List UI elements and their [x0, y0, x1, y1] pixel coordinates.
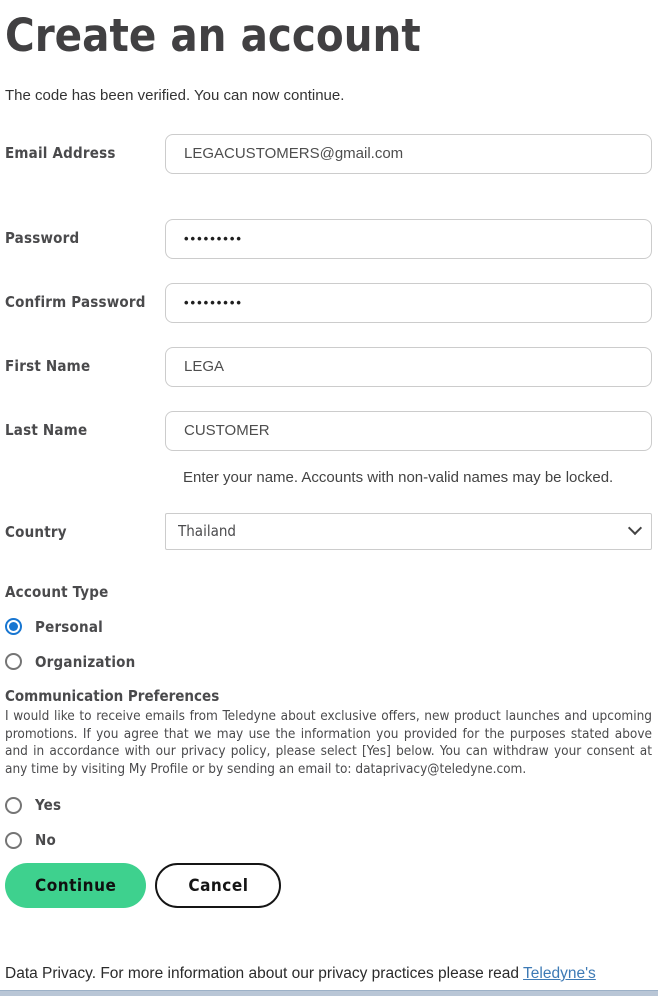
verification-status-message: The code has been verified. You can now continue.: [5, 86, 345, 104]
radio-no-label: No: [35, 831, 56, 850]
password-row: [5, 219, 652, 259]
footer-text: Data Privacy. For more information about our privacy practices please read: [5, 965, 524, 982]
country-label: Country: [5, 522, 67, 541]
radio-unselected-icon[interactable]: [5, 797, 22, 814]
confirm-password-field[interactable]: [165, 283, 652, 323]
communication-preferences-text: I would like to receive emails from Teledyne about exclusive offers, new product launches and upcoming promotions. If you agree that we may use the information you provided for the purposes stated above and in accordance with our privacy policy, please select [Yes] below. You can withdraw your consent at any time by visiting My Profile or by sending an email to: dataprivacy@teledyne.com.: [5, 707, 652, 778]
page-title: Create an account: [5, 9, 421, 62]
radio-unselected-icon[interactable]: [5, 832, 22, 849]
data-privacy-footer: [5, 965, 596, 983]
first-name-field[interactable]: [165, 347, 652, 387]
email-label: Email Address: [5, 143, 116, 162]
radio-personal-label: Personal: [35, 617, 103, 636]
country-row: [5, 513, 652, 550]
confirm-password-label: Confirm Password: [5, 292, 146, 311]
country-select[interactable]: [165, 513, 652, 550]
last-name-label: Last Name: [5, 420, 88, 439]
account-type-label: Account Type: [5, 582, 109, 601]
password-label: Password: [5, 228, 80, 247]
radio-personal[interactable]: [5, 618, 652, 636]
first-name-label: First Name: [5, 356, 91, 375]
radio-unselected-icon[interactable]: [5, 653, 22, 670]
continue-button[interactable]: Continue: [5, 863, 146, 908]
email-field[interactable]: [165, 134, 652, 174]
name-helper-text: Enter your name. Accounts with non-valid names may be locked.: [183, 468, 614, 486]
teledynes-privacy-link[interactable]: Teledyne's: [523, 965, 596, 982]
password-field[interactable]: [165, 219, 652, 259]
confirm-password-row: [5, 283, 652, 323]
create-account-page: [0, 9, 658, 908]
form-actions: [5, 863, 652, 908]
communication-preferences-heading: Communication Preferences: [5, 686, 220, 705]
radio-yes-label: Yes: [35, 796, 62, 815]
radio-no[interactable]: [5, 831, 652, 849]
radio-yes[interactable]: [5, 796, 652, 814]
radio-organization-label: Organization: [35, 652, 136, 671]
last-name-row: [5, 411, 652, 451]
cancel-button[interactable]: Cancel: [155, 863, 281, 908]
first-name-row: [5, 347, 652, 387]
bottom-cutoff-bar: [0, 990, 658, 996]
email-row: [5, 134, 652, 174]
radio-organization[interactable]: [5, 653, 652, 671]
radio-selected-icon[interactable]: [5, 618, 22, 635]
last-name-field[interactable]: [165, 411, 652, 451]
